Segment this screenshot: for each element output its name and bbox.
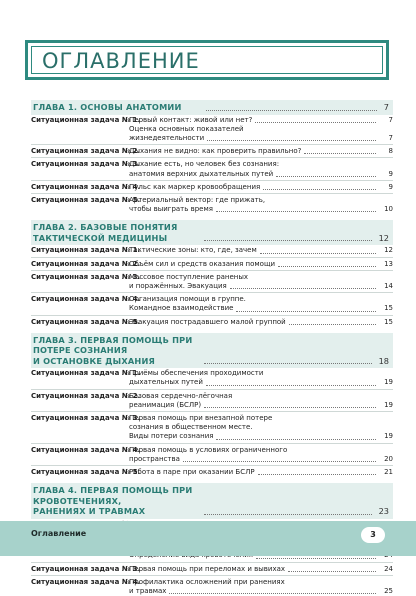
entry-text: Работа в паре при оказании БСЛР	[129, 468, 255, 477]
entry-text: Пульс как маркер кровообращения	[129, 182, 261, 191]
entry-text: и поражённых. Эвакуация	[129, 281, 227, 290]
dot-leader	[236, 311, 376, 312]
entry-text: Оценка основных показателей	[129, 124, 244, 133]
entry-page: 14	[384, 281, 393, 290]
dot-leader	[204, 363, 372, 364]
toc-entry[interactable]	[31, 578, 393, 596]
toc-entry[interactable]	[31, 414, 393, 442]
chapter-page: 18	[378, 355, 390, 366]
chapter-title	[33, 485, 201, 517]
row-divider	[31, 180, 393, 182]
row-divider	[31, 562, 393, 564]
task-label: Ситуационная задача № 2.	[31, 147, 141, 156]
footer-label: Оглавление	[31, 529, 87, 538]
entry-page: 7	[388, 115, 393, 124]
entry-page: 9	[388, 182, 393, 191]
task-label: Ситуационная задача № 2.	[31, 259, 141, 268]
page-footer	[0, 521, 416, 556]
dot-leader	[204, 514, 372, 515]
dot-leader	[288, 571, 376, 572]
task-label: Ситуационная задача № 1.	[31, 369, 141, 378]
row-divider	[31, 315, 393, 317]
entry-text: анатомия верхних дыхательных путей	[129, 169, 274, 178]
toc-entry[interactable]	[31, 392, 393, 410]
chapter-title	[33, 102, 203, 113]
entry-text: жизнедеятельности	[129, 133, 205, 142]
dot-leader	[289, 324, 376, 325]
task-label: Ситуационная задача № 4.	[31, 577, 141, 586]
dot-leader	[206, 385, 376, 386]
entry-page: 19	[384, 432, 393, 441]
toc-entry[interactable]	[31, 446, 393, 464]
dot-leader	[256, 558, 376, 559]
dot-leader	[255, 122, 376, 123]
dot-leader	[206, 110, 376, 111]
entry-text: Базовая сердечно-лёгочная	[129, 391, 233, 400]
dot-leader	[263, 189, 376, 190]
chapter-page: 7	[383, 102, 389, 112]
entry-text: реанимация (БСЛР)	[129, 400, 202, 409]
chapter-title-line: РАНЕНИЯХ И ТРАВМАХ	[33, 506, 146, 517]
task-label: Ситуационная задача № 1.	[31, 115, 141, 124]
entry-text: Эвакуация пострадавшего малой группой	[129, 317, 286, 326]
task-label: Ситуационная задача № 4.	[31, 295, 141, 304]
chapter-title	[33, 335, 201, 367]
toc-entry[interactable]	[31, 183, 393, 192]
page-number-badge: 3	[361, 527, 385, 543]
entry-text: чтобы выиграть время	[129, 205, 213, 214]
dot-leader	[204, 407, 376, 408]
dot-leader	[278, 266, 376, 267]
row-divider	[31, 465, 393, 467]
row-divider	[31, 292, 393, 294]
dot-leader	[207, 140, 376, 141]
dot-leader	[258, 474, 376, 475]
chapter-page: 12	[378, 232, 390, 243]
row-divider	[31, 144, 393, 146]
entry-page: 25	[384, 587, 393, 595]
toc-entry[interactable]	[31, 116, 393, 144]
chapter-heading[interactable]	[31, 100, 393, 115]
row-divider	[31, 575, 393, 577]
chapter-title-line: ГЛАВА 3. ПЕРВАЯ ПОМОЩЬ ПРИ ПОТЕРЕ СОЗНАНИЯ	[33, 334, 193, 356]
entry-text: Тактические зоны: кто, где, зачем	[129, 246, 257, 255]
entry-text: дыхательных путей	[129, 378, 203, 387]
chapter-heading[interactable]	[31, 220, 393, 245]
toc-title-box	[25, 40, 389, 80]
task-label: Ситуационная задача № 3.	[31, 564, 141, 573]
row-divider	[31, 193, 393, 195]
entry-text: Первая помощь в условиях ограниченного	[129, 445, 288, 454]
toc-title: ОГЛАВЛЕНИЕ	[42, 49, 200, 73]
row-divider	[31, 443, 393, 445]
dot-leader	[260, 253, 376, 254]
toc-entry[interactable]	[31, 246, 393, 255]
task-label: Ситуационная задача № 3.	[31, 160, 141, 169]
row-divider	[31, 411, 393, 413]
entry-text: Первый контакт: живой или нет?	[129, 115, 253, 124]
toc-entry[interactable]	[31, 369, 393, 387]
entry-text: Организация помощи в группе.	[129, 295, 246, 304]
entry-text: Первая помощь при переломах и вывихах	[129, 564, 286, 573]
entry-page: 15	[384, 317, 393, 326]
chapter-heading[interactable]	[31, 483, 393, 519]
entry-text: Командное взаимодействие	[129, 304, 234, 313]
dot-leader	[183, 461, 376, 462]
entry-page: 20	[384, 454, 393, 463]
chapter-title-line: ГЛАВА 4. ПЕРВАЯ ПОМОЩЬ ПРИ КРОВОТЕЧЕНИЯХ,	[33, 485, 193, 506]
entry-text: Дыхания не видно: как проверить правильно?	[129, 147, 302, 156]
dot-leader	[276, 176, 376, 177]
toc-entry[interactable]	[31, 196, 393, 214]
entry-text: Дыхание есть, но человек без сознания:	[129, 160, 280, 169]
dot-leader	[216, 439, 376, 440]
entry-page: 7	[388, 133, 393, 142]
task-label: Ситуационная задача № 1.	[31, 246, 141, 255]
entry-text: пространства	[129, 454, 180, 463]
toc-entry[interactable]	[31, 260, 393, 269]
chapter-title-line: ГЛАВА 1. ОСНОВЫ АНАТОМИИ	[33, 102, 182, 112]
entry-page: 8	[388, 147, 393, 156]
entry-page: 10	[384, 205, 393, 214]
task-label: Ситуационная задача № 5.	[31, 195, 141, 204]
chapter-title-line: ГЛАВА 2. БАЗОВЫЕ ПОНЯТИЯ ТАКТИЧЕСКОЙ МЕДИЦИНЫ	[33, 222, 178, 243]
entry-text: Приёмы обеспечения проходимости	[129, 369, 264, 378]
entry-text: Артериальный вектор: где прижать,	[129, 195, 266, 204]
toc-entry[interactable]	[31, 318, 393, 327]
entry-page: 21	[384, 468, 393, 477]
entry-page: 13	[384, 259, 393, 268]
task-label: Ситуационная задача № 3.	[31, 272, 141, 281]
task-label: Ситуационная задача № 2.	[31, 391, 141, 400]
toc-entry[interactable]	[31, 147, 393, 156]
dot-leader	[204, 240, 372, 241]
dot-leader	[169, 593, 376, 594]
entry-text: сознания в общественном месте.	[129, 423, 253, 432]
toc-entry[interactable]	[31, 565, 393, 574]
task-label: Ситуационная задача № 4.	[31, 445, 141, 454]
entry-page: 12	[384, 246, 393, 255]
row-divider	[31, 157, 393, 159]
dot-leader	[216, 211, 376, 212]
toc-entry[interactable]	[31, 468, 393, 477]
chapter-title	[33, 222, 201, 243]
entry-page: 15	[384, 304, 393, 313]
toc-entry[interactable]	[31, 295, 393, 313]
task-label: Ситуационная задача № 3.	[31, 414, 141, 423]
entry-text: Массовое поступление раненых	[129, 272, 249, 281]
row-divider	[31, 257, 393, 259]
chapter-title-line: И ОСТАНОВКЕ ДЫХАНИЯ	[33, 355, 156, 366]
dot-leader	[304, 153, 376, 154]
entry-page: 24	[384, 564, 393, 573]
entry-text: и травмах	[129, 587, 167, 595]
entry-page: 9	[388, 169, 393, 178]
toc-entry[interactable]	[31, 160, 393, 178]
toc-entry[interactable]	[31, 273, 393, 291]
entry-text: Объём сил и средств оказания помощи	[129, 259, 276, 268]
row-divider	[31, 389, 393, 391]
task-label: Ситуационная задача № 4.	[31, 182, 141, 191]
chapter-heading[interactable]	[31, 333, 393, 369]
task-label: Ситуационная задача № 5.	[31, 317, 141, 326]
entry-text: Первая помощь при внезапной потере	[129, 414, 273, 423]
chapter-page: 23	[378, 506, 390, 517]
entry-page: 19	[384, 378, 393, 387]
entry-page: 19	[384, 400, 393, 409]
dot-leader	[230, 288, 376, 289]
task-label: Ситуационная задача № 5.	[31, 468, 141, 477]
row-divider	[31, 270, 393, 272]
entry-text: Виды потери сознания	[129, 432, 214, 441]
entry-text: Профилактика осложнений при ранениях	[129, 577, 285, 586]
